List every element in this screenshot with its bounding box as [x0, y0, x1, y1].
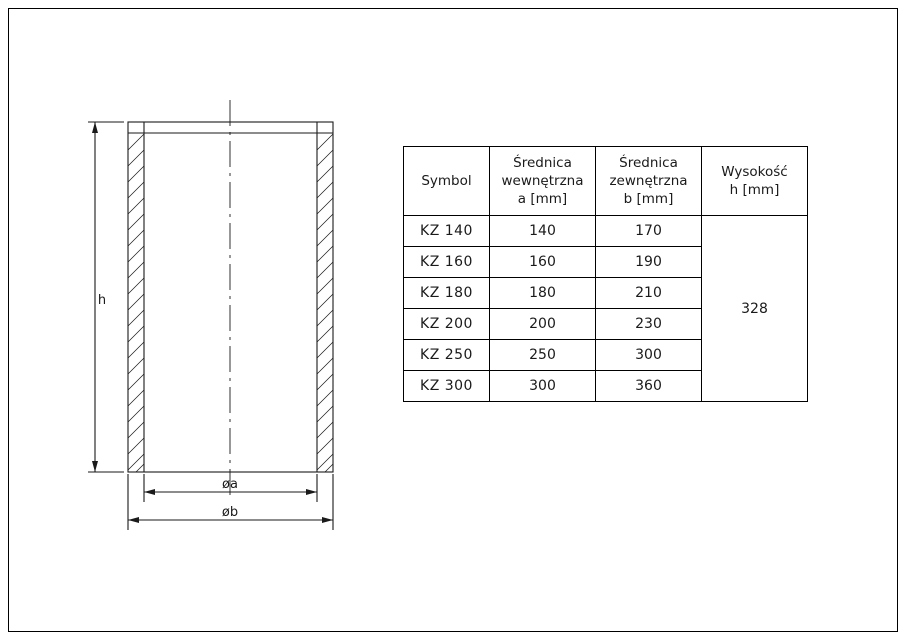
cell-outer: 230 [596, 309, 702, 340]
table-row [404, 216, 808, 247]
cell-outer: 300 [596, 340, 702, 371]
cell-inner: 160 [490, 247, 596, 278]
cell-inner: 300 [490, 371, 596, 402]
cell-symbol: KZ 300 [404, 371, 490, 402]
cell-symbol: KZ 250 [404, 340, 490, 371]
cell-outer: 170 [596, 216, 702, 247]
cell-symbol: KZ 160 [404, 247, 490, 278]
header-height-line1: Wysokość [721, 163, 788, 180]
spec-table-head [404, 147, 808, 216]
header-outer-line2: zewnętrzna [609, 172, 688, 189]
cell-outer: 210 [596, 278, 702, 309]
technical-drawing [80, 90, 370, 540]
cell-inner: 140 [490, 216, 596, 247]
header-inner-line2: wewnętrzna [501, 172, 584, 189]
header-inner-line1: Średnica [513, 154, 572, 171]
cell-inner: 200 [490, 309, 596, 340]
cell-height: 328 [702, 216, 808, 402]
header-outer-line1: Średnica [619, 154, 678, 171]
header-outer-diameter [596, 147, 702, 216]
pipe-outline [128, 122, 333, 472]
header-symbol-text: Symbol [421, 172, 472, 189]
height-label: h [97, 293, 107, 308]
inner-diameter-label: øa [222, 477, 238, 492]
cell-inner: 180 [490, 278, 596, 309]
header-row [404, 147, 808, 216]
cell-outer: 190 [596, 247, 702, 278]
hatch-left [128, 134, 144, 472]
header-inner-diameter [490, 147, 596, 216]
header-outer-line3: b [mm] [623, 191, 674, 208]
header-height [702, 147, 808, 216]
cell-symbol: KZ 140 [404, 216, 490, 247]
header-height-line2: h [mm] [729, 182, 780, 198]
cell-symbol: KZ 200 [404, 309, 490, 340]
spec-table [403, 146, 808, 402]
cell-inner: 250 [490, 340, 596, 371]
spec-table-container [403, 146, 807, 402]
header-inner-line3: a [mm] [517, 191, 568, 208]
cell-outer: 360 [596, 371, 702, 402]
pipe-section-drawing [80, 90, 370, 540]
outer-diameter-label: øb [221, 505, 239, 520]
cell-symbol: KZ 180 [404, 278, 490, 309]
spec-table-body [404, 216, 808, 402]
header-symbol [404, 147, 490, 216]
hatch-right [317, 134, 333, 472]
